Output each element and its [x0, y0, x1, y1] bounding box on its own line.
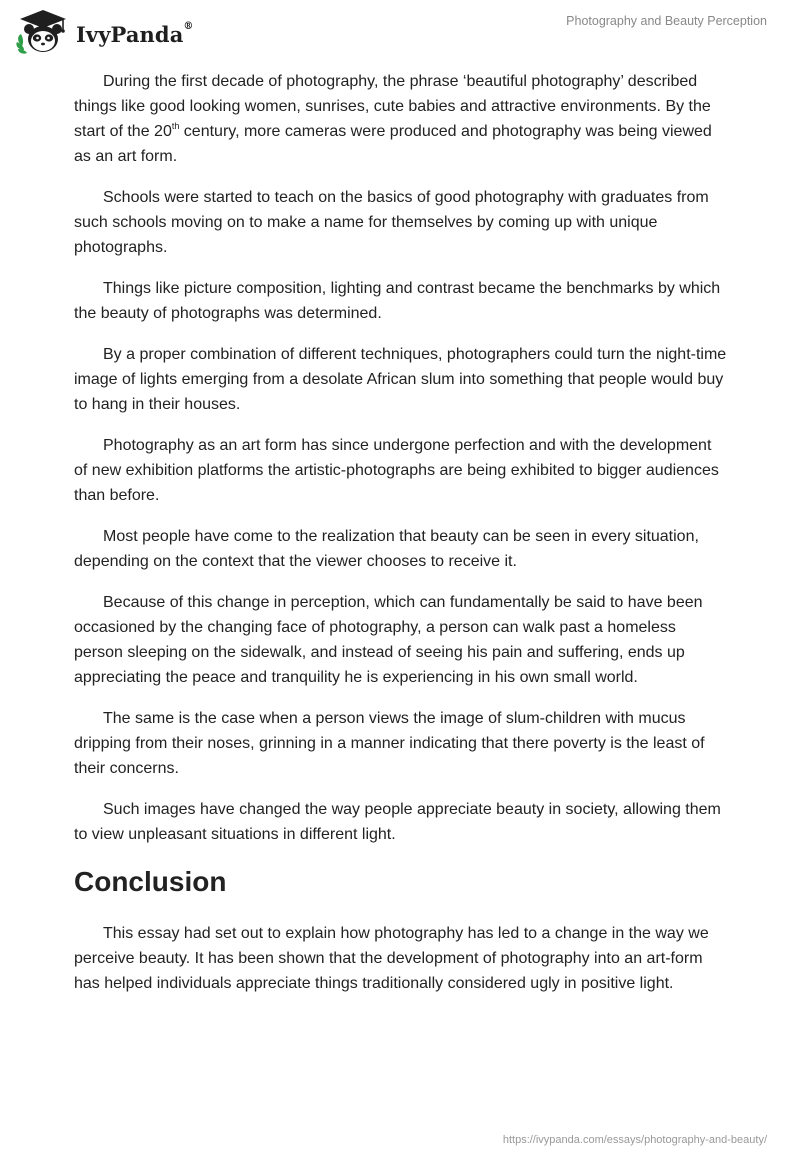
paragraph: During the first decade of photography, the phrase ‘beautiful photography’ described things like good looking women, sunrises, cute babies and attractive environments. By the start of the 20th century, more cameras were produced and photography was being viewed as an art form.	[74, 73, 712, 165]
paragraph: Because of this change in perception, which can fundamentally be said to have been occasioned by the changing face of photography, a person can walk past a homeless person sleeping on the sidewalk, and instead of seeing his pain and suffering, ends up appreciating the peace and tranquility he is experiencing in his own small world.	[74, 594, 703, 686]
paragraph: Schools were started to teach on the basics of good photography with graduates from such schools moving on to make a name for themselves by coming up with unique photographs.	[74, 189, 709, 256]
page-header	[0, 0, 800, 60]
panda-graduate-icon	[14, 8, 72, 58]
essay-body	[74, 69, 728, 1012]
source-url[interactable]: https://ivypanda.com/essays/photography-and-beauty/	[502, 1134, 767, 1146]
paragraph: By a proper combination of different techniques, photographers could turn the night-time image of lights emerging from a desolate African slum into something that people would buy to hang in their houses.	[74, 346, 727, 413]
paragraph: Photography as an art form has since undergone perfection and with the development of new exhibition platforms the artistic-photographs are being exhibited to bigger audiences than before.	[74, 437, 719, 504]
paragraph: Such images have changed the way people appreciate beauty in society, allowing them to view unpleasant situations in different light.	[74, 801, 721, 843]
paragraph: Most people have come to the realization that beauty can be seen in every situation, depending on the context that the viewer chooses to receive it.	[74, 528, 699, 570]
registered-mark: ®	[183, 20, 194, 32]
paragraph: Things like picture composition, lighting and contrast became the benchmarks by which the beauty of photographs was determined.	[74, 280, 721, 322]
paragraph: The same is the case when a person views the image of slum-children with mucus dripping from their noses, grinning in a manner indicating that there poverty is the least of their concerns.	[74, 710, 705, 777]
brand-name: IvyPanda®	[76, 20, 194, 47]
ivypanda-logo[interactable]	[14, 8, 194, 58]
conclusion-paragraph: This essay had set out to explain how photography has led to a change in the way we perceive beauty. It has been shown that the development of photography into an art-form has helped individuals appreciate things traditionally considered ugly in positive light.	[74, 925, 709, 992]
conclusion-heading: Conclusion	[74, 866, 227, 897]
document-title: Photography and Beauty Perception	[566, 14, 767, 28]
